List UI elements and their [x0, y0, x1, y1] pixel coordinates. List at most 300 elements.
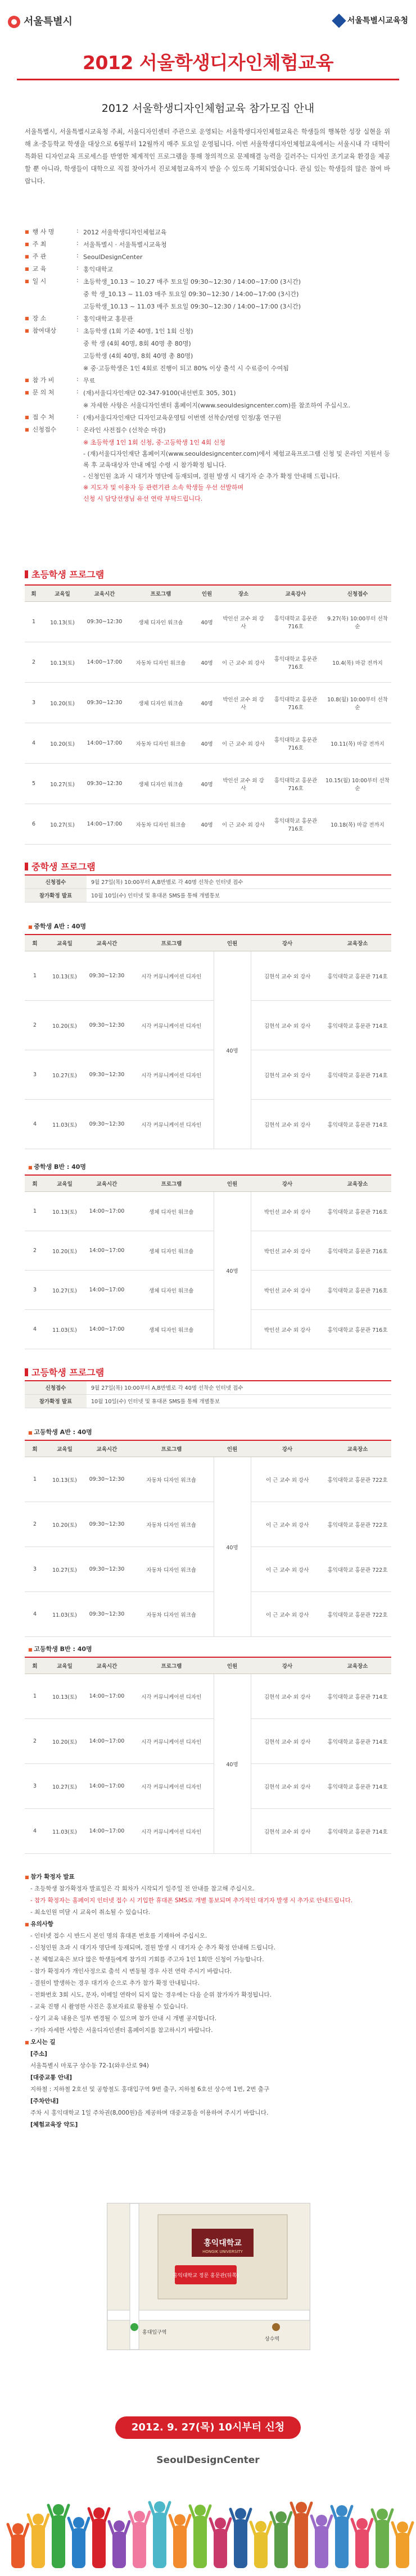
seoul-city-logo[interactable] [8, 13, 73, 28]
info-colon: : [76, 314, 79, 321]
table-cell: 박인선 교수 외 강사 [219, 683, 268, 723]
info-table-value: 10월 10일(수) 인터넷 및 휴대폰 SMS를 통해 개별통보 [87, 1394, 391, 1408]
info-note-text: - 신청인원 초과 시 대기자 명단에 등재되며, 결원 발생 시 대기자 순 추가 확정 안내해 드립니다. [83, 473, 340, 480]
table-cell: 이 근 교수 외 강사 [251, 1502, 324, 1547]
table-header-cell: 회 [25, 935, 45, 951]
table-cell: 09:30~12:30 [84, 1050, 129, 1100]
table-cell: 14:00~17:00 [82, 642, 127, 683]
table-cell: 자동차 디자인 워크숍 [129, 1457, 214, 1502]
table-cell: 김현석 교수 외 강사 [251, 1719, 324, 1764]
notes-item: - 참가 확정자가 개인사정으로 출석 시 변동될 경우 사전 연락 주시기 바랍니다. [30, 1968, 232, 1975]
info-label: ■ 일 시 [25, 276, 75, 285]
table-cell: 1 [25, 602, 43, 642]
person-figure [392, 2521, 413, 2568]
table-cell: 이 근 교수 외 강사 [219, 723, 268, 764]
table-cell: 김현석 교수 외 강사 [251, 1674, 324, 1719]
table-cell: 홍익대학교 홍문관 714호 [324, 1674, 391, 1719]
table-cell: 10.20(토) [43, 723, 82, 764]
table-header-cell: 교육장소 [324, 1657, 391, 1674]
table-header-cell: 인원 [214, 935, 251, 951]
info-table-value: 10월 10일(수) 인터넷 및 휴대폰 SMS를 통해 개별통보 [87, 888, 391, 902]
info-note [25, 448, 396, 471]
table-cell: 09:30~12:30 [82, 764, 127, 804]
info-colon: : [76, 412, 79, 420]
notes-heading [25, 1919, 396, 1930]
table-header-row [25, 1440, 391, 1457]
info-colon: : [76, 227, 79, 234]
notes-item: - 전화번호 3회 시도, 문자, 이메일 연락이 되지 않는 경우에는 다음 순위 참가자가 확정됩니다. [30, 1992, 272, 1998]
table-cell: 생체 디자인 워크숍 [129, 1231, 214, 1271]
info-value: ※ 자세한 사항은 서울디자인센터 홈페이지(www.seouldesigncenter.com)를 참조하여 주십시오. [83, 402, 351, 409]
info-label: ■ 주 최 [25, 239, 75, 248]
group-count-cell: 40명 [214, 951, 251, 1149]
location-map-label: [체험교육장 약도] [30, 2121, 78, 2128]
table-cell: 10.20(토) [43, 683, 82, 723]
table-row [25, 1310, 391, 1349]
middle-group-a-table [25, 934, 391, 1149]
table-cell: 홍익대학교 홍문관 716호 [268, 602, 324, 642]
table-cell: 14:00~17:00 [84, 1231, 129, 1271]
table-header-cell: 회 [25, 585, 43, 602]
info-label: ■ 접 수 처 [25, 412, 75, 421]
table-cell: 09:30~12:30 [84, 1001, 129, 1050]
table-cell: 홍익대학교 홍문관 714호 [324, 1764, 391, 1809]
table-cell: 시각 커뮤니케이션 디자인 [129, 1100, 214, 1149]
people-illustration-svg [0, 2484, 416, 2576]
table-cell: 10.20(토) [45, 1231, 84, 1271]
top-bar [0, 0, 416, 39]
table-row [25, 1592, 391, 1637]
info-value: 무료 [83, 377, 96, 384]
table-header-cell: 교육일 [45, 935, 84, 951]
notes-section [25, 1871, 396, 2131]
table-cell: 09:30~12:30 [84, 1457, 129, 1502]
table-header-cell: 교육시간 [82, 585, 127, 602]
table-cell: 09:30~12:30 [84, 1100, 129, 1149]
table-cell: 홍익대학교 홍문관 722호 [324, 1502, 391, 1547]
table-cell: 3 [25, 1764, 45, 1809]
table-cell: 11.03(토) [45, 1809, 84, 1854]
person-figure [230, 2508, 251, 2568]
info-colon: : [76, 425, 79, 432]
person-figure [332, 2505, 352, 2568]
table-header-cell: 강사 [251, 935, 324, 951]
table-cell: 시각 커뮤니케이션 디자인 [129, 1719, 214, 1764]
info-value: 고등학생_10.13 ~ 11.03 매주 토요일 09:30~12:30 / 14:00~17:00 (3시간) [83, 303, 301, 310]
person-figure [271, 2511, 291, 2568]
table-cell: 11.03(토) [45, 1592, 84, 1637]
notes-item: - 최소인원 미달 시 교육이 취소될 수 있습니다. [30, 1909, 151, 1916]
table-cell: 이 근 교수 외 강사 [219, 642, 268, 683]
info-table-label: 신청접수 [25, 1381, 87, 1394]
group-count-cell: 40명 [214, 1192, 251, 1349]
info-value: 중 학 생_10.13 ~ 11.03 매주 토요일 09:30~12:30 / 14:00~17:00 (3시간) [83, 291, 299, 298]
table-cell: 박인선 교수 외 강사 [251, 1271, 324, 1310]
table-cell: 홍익대학교 홍문관 722호 [324, 1547, 391, 1592]
info-table-label: 참가확정 발표 [25, 888, 87, 902]
table-cell: 09:30~12:30 [84, 1547, 129, 1592]
table-header-cell: 프로그램 [129, 1440, 214, 1457]
table-cell: 홍익대학교 홍문관 716호 [324, 1231, 391, 1271]
middle-group-b-title: ■ 중학생 B반 : 40명 [28, 1162, 86, 1171]
table-cell: 시각 커뮤니케이션 디자인 [129, 1050, 214, 1100]
info-row [25, 326, 396, 338]
table-row [25, 1809, 391, 1854]
table-cell: 1 [25, 1674, 45, 1719]
person-figure [150, 2501, 170, 2568]
info-value: 온라인 사전접수 (선착순 마감) [83, 427, 166, 434]
table-cell: 김현석 교수 외 강사 [251, 951, 324, 1001]
bullet-icon: ■ [25, 2040, 31, 2045]
table-header-cell: 인원 [195, 585, 219, 602]
table-header-cell: 교육시간 [84, 1440, 129, 1457]
table-row [25, 1001, 391, 1050]
table-row [25, 1457, 391, 1502]
info-note-text: ※ 초등학생 1인 1회 신청, 중·고등학생 1인 4회 신청 [83, 439, 225, 446]
info-row [25, 425, 396, 437]
map-station-label: 홍대입구역 [142, 2330, 167, 2335]
person-figure [372, 2509, 392, 2568]
info-table-label: 신청접수 [25, 875, 87, 888]
education-office-logo-icon [332, 13, 346, 28]
notes-heading-text: 유의사항 [30, 1921, 53, 1928]
info-value: 2012 서울학생디자인체험교육 [83, 229, 167, 236]
info-table-row [25, 1381, 391, 1394]
table-cell: 10.20(토) [45, 1719, 84, 1764]
table-header-cell: 강사 [251, 1657, 324, 1674]
table-cell: 홍익대학교 홍문관 722호 [324, 1457, 391, 1502]
table-row [25, 1764, 391, 1809]
info-colon: : [76, 276, 79, 284]
table-cell: 14:00~17:00 [84, 1809, 129, 1854]
table-cell: 1 [25, 1192, 45, 1231]
table-header-cell: 교육시간 [84, 1175, 129, 1192]
table-cell: 10.27(토) [45, 1764, 84, 1809]
person-figure [251, 2521, 271, 2568]
table-cell: 10.27(토) [43, 764, 82, 804]
info-colon: : [76, 239, 79, 247]
table-cell: 홍익대학교 홍문관 714호 [324, 1100, 391, 1149]
table-cell: 시각 커뮤니케이션 디자인 [129, 951, 214, 1001]
table-cell: 4 [25, 1100, 45, 1149]
table-cell: 홍익대학교 홍문관 716호 [268, 804, 324, 845]
table-header-cell: 교육시간 [84, 935, 129, 951]
info-row [25, 289, 396, 301]
table-header-cell: 교육일 [43, 585, 82, 602]
info-label: ■ 문 의 처 [25, 388, 75, 397]
info-colon: : [76, 264, 79, 271]
table-cell: 박인선 교수 외 강사 [251, 1231, 324, 1271]
table-cell: 6 [25, 804, 43, 845]
high-info-table [25, 1380, 391, 1408]
location-address-label: [주소] [30, 2051, 47, 2057]
seoul-education-office-logo[interactable] [334, 15, 408, 26]
table-cell: 09:30~12:30 [82, 602, 127, 642]
table-cell: 40명 [195, 683, 219, 723]
location-address: 서울특별시 마포구 상수동 72-1(와우산로 94) [30, 2062, 149, 2069]
table-cell: 10.13(토) [45, 951, 84, 1001]
location-parking: 주차 시 홍익대학교 1일 주차권(8,000원)을 제공하며 대중교통을 이용하여 주시기 바랍니다. [30, 2110, 269, 2116]
info-value: 초등학생_10.13 ~ 10.27 매주 토요일 09:30~12:30 / 14:00~17:00 (3시간) [83, 278, 301, 285]
table-row [25, 1719, 391, 1764]
person-figure [352, 2518, 372, 2568]
education-office-logo-text: 서울특별시교육청 [347, 16, 408, 25]
table-header-cell: 교육일 [45, 1440, 84, 1457]
table-header-row [25, 585, 391, 602]
info-note-text: 신청 시 담당선생님 유선 연락 부탁드립니다. [83, 495, 203, 502]
table-cell: 14:00~17:00 [84, 1764, 129, 1809]
table-header-cell: 교육장소 [324, 935, 391, 951]
info-row [25, 338, 396, 351]
table-header-cell: 인원 [214, 1440, 251, 1457]
person-figure [170, 2514, 190, 2568]
seoul-city-logo-text: 서울특별시 [24, 16, 73, 28]
info-value: 초등학생 (1회 기준 40명, 1인 1회 신청) [83, 328, 193, 335]
table-row [25, 804, 391, 845]
table-cell: 14:00~17:00 [84, 1674, 129, 1719]
table-cell: 14:00~17:00 [84, 1719, 129, 1764]
table-header-cell: 회 [25, 1175, 45, 1192]
location-transit: 지하철 : 지하철 2호선 및 공항철도 홍대입구역 9번 출구, 지하철 6호선 상수역 1번, 2번 출구 [30, 2086, 270, 2093]
table-header-cell: 강사 [251, 1440, 324, 1457]
table-cell: 김현석 교수 외 강사 [251, 1764, 324, 1809]
bullet-icon: ■ [25, 1875, 31, 1880]
info-note [25, 437, 396, 448]
table-cell: 4 [25, 1310, 45, 1349]
table-cell: 2 [25, 1231, 45, 1271]
table-cell: 홍익대학교 홍문관 714호 [324, 1050, 391, 1100]
info-value: 서울특별시 · 서울특별시교육청 [83, 241, 167, 248]
map-station2-label: 상수역 [265, 2337, 280, 2342]
table-cell: 10.13(토) [43, 642, 82, 683]
table-cell: 시각 커뮤니케이션 디자인 [129, 1001, 214, 1050]
table-cell: 10.20(토) [45, 1001, 84, 1050]
table-header-cell: 프로그램 [129, 1657, 214, 1674]
map-svg [107, 2203, 310, 2350]
info-colon: : [76, 252, 79, 259]
footer-illustration [0, 2484, 416, 2576]
table-cell: 김현석 교수 외 강사 [251, 1001, 324, 1050]
high-group-b-title: ■ 고등학생 B반 : 40명 [28, 1644, 92, 1653]
notes-heading [25, 2037, 396, 2048]
table-cell: 시각 커뮤니케이션 디자인 [129, 1809, 214, 1854]
table-cell: 이 근 교수 외 강사 [219, 804, 268, 845]
info-note [25, 482, 396, 493]
table-cell: 4 [25, 1809, 45, 1854]
table-cell: 09:30~12:30 [84, 1592, 129, 1637]
table-cell: 09:30~12:30 [84, 1502, 129, 1547]
table-header-cell: 회 [25, 1440, 45, 1457]
table-cell: 생체 디자인 워크숍 [129, 1310, 214, 1349]
table-cell: 홍익대학교 홍문관 716호 [268, 683, 324, 723]
table-row [25, 642, 391, 683]
intro-paragraph: 서울특별시, 서울특별시교육청 주최, 서울디자인센터 주관으로 운영되는 서울학생디자인체험교육은 학생들의 행복한 성장 실현을 위해 초·중등학교 학생을 대상으로 6월부터 12월까지 매주 토요일 운영됩니다. 이번 서울학생디자인체험교육에서는 서울시내 각 대학이 특화된 디자인교육 프로세스를 반영한 체계적인 프로그램을 통해 창의적으로 문제해결 능력을 길러주는 디자인 조기교육 환경을 제공할 뿐 아니라, 학생들이 대학으로 직접 찾아가서 진로체험교육까지 받을 수 있도록 기획되었습니다. 관심 있는 학생들의 많은 참여 바랍니다. [25, 128, 391, 185]
table-row [25, 1100, 391, 1149]
table-header-cell: 교육강사 [268, 585, 324, 602]
table-row [25, 951, 391, 1001]
notes-item: - 결원이 발생하는 경우 대기자 순으로 추가 참가 확정 안내됩니다. [30, 1980, 200, 1987]
info-label: ■ 장 소 [25, 314, 75, 323]
table-cell: 홍익대학교 홍문관 716호 [324, 1310, 391, 1349]
elementary-table [25, 584, 391, 845]
table-cell: 시각 커뮤니케이션 디자인 [129, 1764, 214, 1809]
table-cell: 3 [25, 1271, 45, 1310]
table-row [25, 764, 391, 804]
table-cell: 생체 디자인 워크숍 [127, 764, 195, 804]
person-figure [291, 2502, 311, 2568]
info-note-text: ※ 지도자 및 이용자 등 관련기관 소속 학생들 우선 선발하며 [83, 484, 244, 491]
table-cell: 14:00~17:00 [82, 723, 127, 764]
middle-group-a-title: ■ 중학생 A반 : 40명 [28, 922, 86, 931]
table-cell: 자동차 디자인 워크숍 [129, 1547, 214, 1592]
table-cell: 10.18(목) 마감 전까지 [324, 804, 391, 845]
table-row [25, 723, 391, 764]
info-value: SeoulDesignCenter [83, 253, 143, 261]
table-cell: 홍익대학교 홍문관 714호 [324, 1719, 391, 1764]
notes-item: - 기타 자세한 사항은 서울디자인센터 홈페이지를 참고하시기 바랍니다. [30, 2027, 213, 2034]
notes-item: - 인터넷 접수 시 반드시 본인 명의 휴대폰 번호를 기재하여 주십시오. [30, 1933, 207, 1939]
station-marker-icon [130, 2323, 138, 2331]
notes-item: - 상기 교육 내용은 일부 변경될 수 있으며 참가 안내 시 개별 공지합니다. [30, 2015, 217, 2022]
notes-item: - 본 체험교육은 보다 많은 학생들에게 참가의 기회를 주고자 1인 1회만 신청이 가능합니다. [30, 1956, 264, 1963]
table-cell: 자동차 디자인 워크숍 [127, 642, 195, 683]
info-row [25, 400, 396, 412]
info-row [25, 314, 396, 326]
table-cell: 김현석 교수 외 강사 [251, 1809, 324, 1854]
table-header-row [25, 1175, 391, 1192]
table-cell: 박인선 교수 외 강사 [219, 602, 268, 642]
info-label: ■ 행 사 명 [25, 227, 75, 236]
table-cell: 14:00~17:00 [84, 1271, 129, 1310]
info-colon: : [76, 388, 79, 395]
info-row [25, 252, 396, 264]
map-building-label: 홍익대학교 정문 홍문관(뒤쪽) [173, 2273, 239, 2279]
table-cell: 9.27(목) 10:00부터 선착순 [324, 602, 391, 642]
table-header-cell: 인원 [214, 1175, 251, 1192]
person-figure [210, 2518, 230, 2568]
info-table-value: 9월 27일(목) 10:00부터 A,B반별로 각 40명 선착순 인터넷 접수 [87, 1381, 391, 1394]
middle-group-b-table [25, 1174, 391, 1349]
table-cell: 14:00~17:00 [82, 804, 127, 845]
table-cell: 2 [25, 1502, 45, 1547]
table-cell: 10.13(토) [45, 1674, 84, 1719]
table-cell: 홍익대학교 홍문관 714호 [324, 1809, 391, 1854]
table-cell: 40명 [195, 723, 219, 764]
table-cell: 10.13(토) [45, 1192, 84, 1231]
seoul-city-logo-icon [8, 16, 20, 28]
info-table-label: 참가확정 발표 [25, 1394, 87, 1408]
middle-info-table [25, 874, 391, 902]
table-row [25, 1192, 391, 1231]
table-cell: 1 [25, 951, 45, 1001]
table-cell: 2 [25, 642, 43, 683]
info-row [25, 301, 396, 314]
table-cell: 3 [25, 1050, 45, 1100]
info-row [25, 363, 396, 375]
table-cell: 2 [25, 1719, 45, 1764]
table-header-cell: 교육일 [45, 1175, 84, 1192]
table-cell: 김현석 교수 외 강사 [251, 1100, 324, 1149]
table-cell: 박인선 교수 외 강사 [219, 764, 268, 804]
table-cell: 10.20(토) [45, 1502, 84, 1547]
table-cell: 09:30~12:30 [82, 683, 127, 723]
info-row [25, 239, 396, 252]
person-figure [190, 2505, 210, 2568]
group-count-cell: 40명 [214, 1674, 251, 1854]
table-header-cell: 인원 [214, 1657, 251, 1674]
station2-marker-icon [272, 2323, 280, 2331]
table-row [25, 1502, 391, 1547]
table-header-cell: 강사 [251, 1175, 324, 1192]
table-row [25, 683, 391, 723]
table-header-cell: 교육시간 [84, 1657, 129, 1674]
info-row [25, 375, 396, 388]
table-cell: 11.03(토) [45, 1100, 84, 1149]
high-group-a-title: ■ 고등학생 A반 : 40명 [28, 1427, 92, 1436]
person-figure [69, 2517, 89, 2568]
person-figure [8, 2523, 28, 2568]
person-figure [48, 2504, 69, 2568]
table-cell: 10.27(토) [45, 1547, 84, 1592]
table-header-cell: 프로그램 [129, 1175, 214, 1192]
table-header-row [25, 935, 391, 951]
middle-section-title: 중학생 프로그램 [25, 860, 96, 873]
table-cell: 1 [25, 1457, 45, 1502]
apply-date-button[interactable]: 2012. 9. 27(목) 10시부터 신청 [115, 2416, 301, 2439]
table-cell: 3 [25, 1547, 45, 1592]
info-note-text: - (재)서울디자인재단 홈페이지(www.seouldesigncenter.com)에서 체험교육프로그램 신청 및 온라인 지원서 등록 후 교육대상자 안내 메일 수령 시 참가확정 됩니다. [83, 450, 390, 469]
table-cell: 생체 디자인 워크숍 [129, 1271, 214, 1310]
table-cell: 자동차 디자인 워크숍 [127, 723, 195, 764]
info-row [25, 276, 396, 289]
info-colon: : [76, 326, 79, 333]
table-cell: 3 [25, 683, 43, 723]
table-cell: 10.27(토) [43, 804, 82, 845]
table-header-cell: 교육장소 [324, 1440, 391, 1457]
info-table-row [25, 1394, 391, 1408]
table-cell: 10.4(목) 마감 전까지 [324, 642, 391, 683]
info-row [25, 227, 396, 239]
table-cell: 박인선 교수 외 강사 [251, 1310, 324, 1349]
notes-item: - 신청인원 초과 시 대기자 명단에 등재되며, 결원 발생 시 대기자 순 추가 확정 안내해 드립니다. [30, 1944, 275, 1951]
table-cell: 10.27(토) [45, 1050, 84, 1100]
location-parking-label: [주차안내] [30, 2098, 59, 2105]
table-cell: 10.27(토) [45, 1271, 84, 1310]
table-row [25, 1547, 391, 1592]
table-row [25, 1231, 391, 1271]
table-cell: 5 [25, 764, 43, 804]
table-cell: 홍익대학교 홍문관 716호 [268, 642, 324, 683]
table-cell: 홍익대학교 홍문관 716호 [324, 1192, 391, 1231]
info-label: ■ 신청접수 [25, 425, 75, 434]
info-value: 홍익대학교 홍문관 [83, 315, 133, 323]
table-cell: 40명 [195, 642, 219, 683]
bullet-icon: ■ [25, 1922, 31, 1927]
location-map[interactable] [107, 2203, 310, 2350]
info-note [25, 471, 396, 482]
table-cell: 홍익대학교 홍문관 714호 [324, 1001, 391, 1050]
info-row [25, 264, 396, 276]
table-header-cell: 교육장소 [324, 1175, 391, 1192]
person-figure [109, 2520, 129, 2568]
notes-item: - 교육 진행 시 촬영한 사진은 홍보자료로 활용될 수 있습니다. [30, 2003, 188, 2010]
table-cell: 10.15(월) 10:00부터 선착순 [324, 764, 391, 804]
info-value: (재)서울디자인재단 디자인교육운영팀 이번엔 선착순/연령 인정/홈 연구원 [83, 414, 282, 421]
table-cell: 11.03(토) [45, 1310, 84, 1349]
info-label: ■ 주 관 [25, 252, 75, 261]
high-group-b-table [25, 1657, 391, 1854]
info-note [25, 493, 396, 505]
